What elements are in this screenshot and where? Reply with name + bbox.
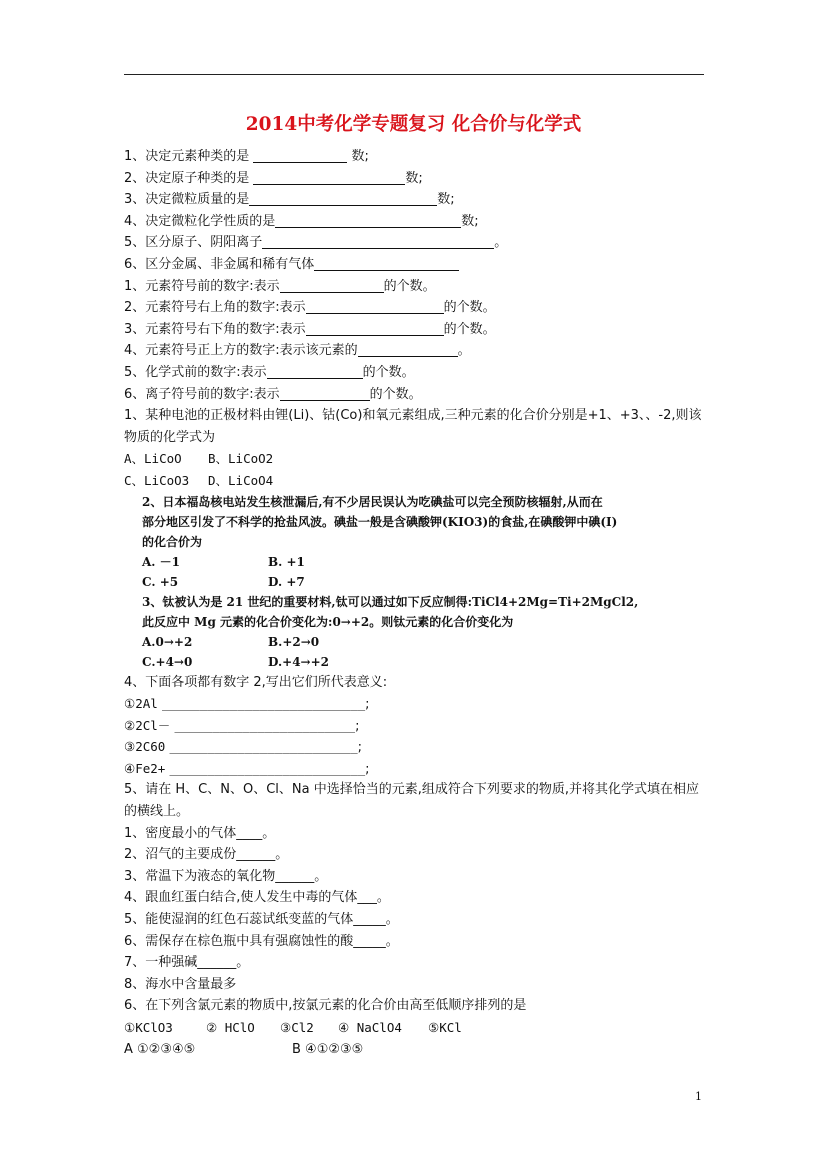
substance-item: ③Cl2 bbox=[280, 1020, 314, 1035]
answer-blank[interactable]: ______ bbox=[275, 868, 315, 884]
answer-blank[interactable]: ___ bbox=[357, 890, 377, 906]
answer-blank[interactable] bbox=[280, 386, 370, 401]
question-stem: 2、日本福岛核电站发生核泄漏后,有不少居民误认为吃碘盐可以完全预防核辐射,从而在 bbox=[142, 494, 603, 509]
question-stem: 1、某种电池的正极材料由锂(Li)、钴(Co)和氧元素组成,三种元素的化合价分别是+1、+3、、-2,则该物质的化学式为 bbox=[124, 408, 702, 445]
question-stem: 3、钛被认为是 21 世纪的重要材料,钛可以通过如下反应制得:TiCl4+2Mg=Ti+2MgCl2, bbox=[142, 594, 639, 609]
fill-in-line: 6、离子符号前的数字:表示 的个数。 bbox=[124, 386, 422, 402]
option-b[interactable]: B.+2→0 bbox=[268, 634, 320, 649]
answer-blank[interactable]: ____ bbox=[236, 825, 263, 841]
fill-in-line: ③2C60 _________________________; bbox=[124, 739, 362, 756]
answer-blank[interactable] bbox=[253, 148, 347, 163]
fill-in-line: 4、决定微粒化学性质的是 数; bbox=[124, 213, 479, 229]
fill-in-line: 5、化学式前的数字:表示 的个数。 bbox=[124, 364, 415, 380]
fill-in-line: ④Fe2+ __________________________; bbox=[124, 760, 370, 777]
answer-blank[interactable]: _____ bbox=[353, 912, 386, 928]
fill-in-line: 3、元素符号右下角的数字:表示 的个数。 bbox=[124, 321, 496, 337]
option-d[interactable]: D.+4→+2 bbox=[268, 654, 330, 669]
option-row bbox=[142, 652, 704, 672]
answer-blank[interactable] bbox=[262, 234, 494, 249]
fill-in-line: 5、区分原子、阴阳离子 。 bbox=[124, 235, 508, 251]
option-c[interactable]: C. +5 bbox=[142, 574, 179, 589]
fill-in-line: 6、需保存在棕色瓶中具有强腐蚀性的酸_____。 bbox=[124, 933, 399, 949]
question-stem: 6、在下列含氯元素的物质中,按氯元素的化合价由高至低顺序排列的是 bbox=[124, 998, 527, 1014]
answer-blank[interactable] bbox=[280, 278, 384, 293]
fill-in-line: 6、区分金属、非金属和稀有气体 bbox=[124, 254, 704, 276]
question-stem: 此反应中 Mg 元素的化合价变化为:0→+2。则钛元素的化合价变化为 bbox=[142, 614, 514, 629]
substance-item: ② HClO bbox=[206, 1020, 255, 1035]
answer-blank[interactable] bbox=[267, 364, 363, 379]
answer-blank[interactable]: ___________________________ bbox=[161, 696, 366, 712]
answer-blank[interactable]: ______ bbox=[197, 955, 237, 971]
fill-in-line: ①2Al ___________________________; bbox=[124, 696, 370, 713]
option-row bbox=[124, 448, 704, 470]
answer-blank[interactable] bbox=[275, 213, 461, 228]
page-number: 1 bbox=[695, 1090, 702, 1103]
answer-blank[interactable] bbox=[253, 170, 405, 185]
fill-in-line: 2、沼气的主要成份______。 bbox=[124, 847, 289, 863]
option-row bbox=[142, 632, 704, 652]
fill-in-line: 4、跟血红蛋白结合,使人发生中毒的气体___。 bbox=[124, 890, 390, 906]
substance-item: ⑤KCl bbox=[428, 1020, 462, 1035]
fill-in-line: ②2Cl－ ________________________; bbox=[124, 717, 360, 734]
fill-in-line: 7、一种强碱______。 bbox=[124, 955, 250, 971]
fill-in-line: 2、元素符号右上角的数字:表示 的个数。 bbox=[124, 300, 496, 316]
option-row bbox=[124, 470, 704, 492]
fill-in-line: 1、密度最小的气体____。 bbox=[124, 825, 276, 841]
answer-blank[interactable] bbox=[306, 299, 444, 314]
scanned-question-block bbox=[124, 492, 704, 672]
option-b[interactable]: B、LiCoO2 bbox=[208, 451, 274, 467]
option-a[interactable]: A. －1 bbox=[142, 554, 181, 569]
substance-list bbox=[124, 1017, 704, 1039]
option-row bbox=[124, 1039, 704, 1061]
answer-blank[interactable]: _________________________ bbox=[169, 739, 358, 755]
answer-blank[interactable]: _____ bbox=[353, 933, 386, 949]
question-stem: 4、下面各项都有数字 2,写出它们所代表意义: bbox=[124, 674, 388, 690]
question-stem: 5、请在 H、C、N、O、Cl、Na 中选择恰当的元素,组成符合下列要求的物质,并将其化学式填在相应的横线上。 bbox=[124, 782, 699, 820]
fill-in-line: 1、决定元素种类的是 数; bbox=[124, 149, 369, 164]
fill-in-line: 8、海水中含量最多 bbox=[124, 976, 237, 992]
answer-blank[interactable] bbox=[358, 342, 458, 357]
question-stem: 部分地区引发了不科学的抢盐风波。碘盐一般是含碘酸钾(KIO3)的食盐,在碘酸钾中碘(I) bbox=[142, 514, 618, 529]
answer-blank[interactable] bbox=[306, 321, 444, 336]
fill-in-line: 3、常温下为液态的氧化物______。 bbox=[124, 868, 328, 884]
option-a[interactable]: A ①②③④⑤ bbox=[124, 1041, 196, 1057]
fill-in-line: 4、元素符号正上方的数字:表示该元素的 。 bbox=[124, 343, 471, 359]
option-d[interactable]: D、LiCoO4 bbox=[208, 472, 274, 488]
fill-in-line: 5、能使湿润的红色石蕊试纸变蓝的气体_____。 bbox=[124, 912, 399, 928]
fill-in-line: 2、决定原子种类的是 数; bbox=[124, 170, 423, 186]
answer-blank[interactable]: __________________________ bbox=[169, 760, 366, 776]
option-row bbox=[142, 552, 704, 572]
substance-item: ①KClO3 bbox=[124, 1020, 173, 1035]
answer-blank[interactable]: ______ bbox=[236, 847, 276, 863]
option-b[interactable]: B ④①②③⑤ bbox=[292, 1041, 364, 1057]
answer-blank[interactable] bbox=[249, 191, 437, 206]
option-c[interactable]: C.+4→0 bbox=[142, 654, 193, 669]
option-b[interactable]: B. +1 bbox=[268, 554, 305, 569]
answer-blank[interactable]: ________________________ bbox=[174, 717, 356, 733]
option-c[interactable]: C、LiCoO3 bbox=[124, 472, 190, 488]
option-d[interactable]: D. +7 bbox=[268, 574, 305, 589]
fill-in-line: 1、元素符号前的数字:表示 的个数。 bbox=[124, 278, 436, 294]
substance-item: ④ NaClO4 bbox=[338, 1020, 402, 1035]
option-a[interactable]: A、LiCoO bbox=[124, 451, 182, 467]
option-a[interactable]: A.0→+2 bbox=[142, 634, 193, 649]
header-rule bbox=[124, 74, 704, 75]
option-row bbox=[142, 572, 704, 592]
page-title: 2014中考化学专题复习 化合价与化学式 bbox=[245, 114, 582, 135]
answer-blank[interactable] bbox=[314, 256, 459, 271]
question-stem: 的化合价为 bbox=[142, 534, 203, 549]
fill-in-line: 3、决定微粒质量的是 数; bbox=[124, 192, 455, 208]
document-body bbox=[124, 146, 704, 1060]
